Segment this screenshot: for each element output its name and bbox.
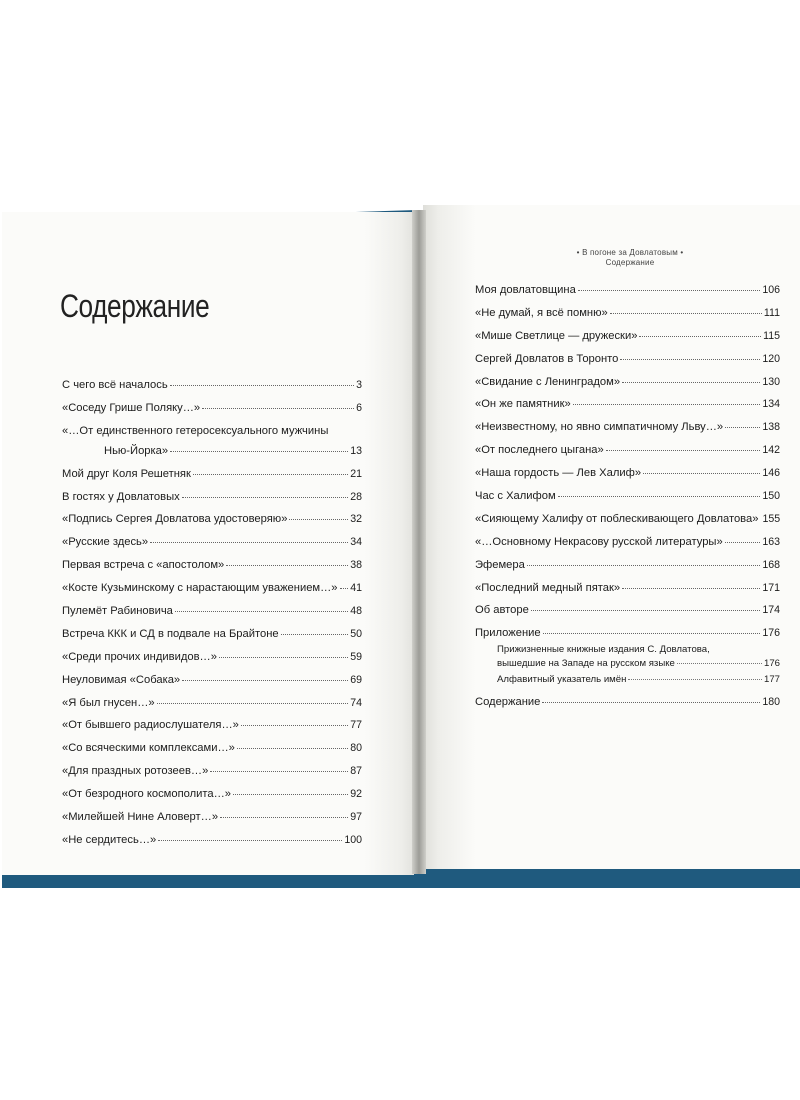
- toc-entry: [475, 582, 780, 605]
- toc-entry: [475, 284, 780, 307]
- toc-leader: [677, 656, 762, 664]
- toc-entry-title: Час с Халифом: [475, 490, 556, 503]
- toc-entry-title: «Русские здесь»: [62, 536, 149, 549]
- toc-entry-page: 69: [350, 673, 362, 686]
- toc-entry-page: 171: [762, 581, 780, 594]
- toc-entry-title: Встреча ККК и СД в подвале на Брайтоне: [62, 627, 279, 640]
- toc-entry-title: Пулемёт Рабиновича: [62, 605, 173, 618]
- toc-entry: [475, 467, 780, 490]
- toc-entry-title: Эфемера: [475, 558, 525, 571]
- toc-entry-title: «От последнего цыгана»: [475, 444, 604, 457]
- toc-entry-page: 48: [350, 605, 362, 618]
- toc-entry-page: 180: [762, 696, 780, 709]
- toc-entry-title: «Косте Кузьминскому с нарастающим уважением…»: [62, 582, 338, 595]
- toc-entry: [475, 307, 780, 330]
- toc-entry-page: 21: [350, 467, 362, 480]
- toc-entry: [62, 765, 362, 788]
- toc-entry: [62, 513, 362, 536]
- toc-entry-title: «От безродного космополита…»: [62, 788, 232, 801]
- toc-entry-title: «Сияющему Халифу от поблескивающего Довлатова»: [475, 512, 759, 525]
- toc-entry-page: 100: [344, 833, 362, 846]
- toc-entry-page: 92: [350, 788, 362, 801]
- toc-entry-page: 59: [350, 650, 362, 663]
- toc-entry-page: 120: [762, 352, 780, 365]
- toc-entry-page: 138: [762, 421, 780, 434]
- toc-entry-page: 34: [350, 536, 362, 549]
- toc-leader: [610, 305, 762, 314]
- toc-subentry: [475, 674, 780, 696]
- toc-leader: [158, 832, 342, 841]
- toc-leader: [340, 580, 349, 589]
- toc-entry: [62, 697, 362, 720]
- toc-leader: [150, 534, 348, 543]
- toc-entry-page: 87: [350, 765, 362, 778]
- toc-entry-title: «Не думай, я всё помню»: [475, 306, 608, 319]
- toc-leader: [210, 763, 348, 772]
- toc-leader: [578, 282, 761, 291]
- toc-entry: [62, 788, 362, 811]
- toc-leader: [542, 694, 760, 703]
- toc-leader: [573, 396, 761, 405]
- toc-entry: [475, 604, 780, 627]
- toc-leader: [543, 625, 761, 634]
- toc-leader: [622, 374, 760, 383]
- toc-entry-page: 130: [762, 375, 780, 388]
- toc-entry: [62, 491, 362, 514]
- toc-subentry-title: Прижизненные книжные издания С. Довлатова,: [497, 644, 710, 656]
- toc-entry: [62, 628, 362, 651]
- toc-entry: [475, 559, 780, 582]
- toc-entry-title: «Наша гордость — Лев Халиф»: [475, 467, 642, 480]
- toc-entry-title: «Подпись Сергея Довлатова удостоверяю»: [62, 513, 288, 526]
- toc-entry: [475, 513, 780, 536]
- toc-entry-title: Первая встреча с «апостолом»: [62, 559, 225, 572]
- toc-entry: [62, 674, 362, 697]
- toc-entry-title: Приложение: [475, 627, 541, 640]
- toc-leader: [226, 557, 348, 566]
- toc-leader: [202, 400, 354, 409]
- toc-entry-page: 80: [350, 742, 362, 755]
- toc-leader: [527, 557, 760, 566]
- toc-subentry-title: Алфавитный указатель имён: [497, 674, 627, 686]
- toc-list-right: [475, 284, 780, 719]
- toc-entry-title: «Для праздных ротозеев…»: [62, 765, 209, 778]
- toc-leader: [170, 443, 348, 452]
- toc-leader: [157, 695, 349, 704]
- toc-entry: [62, 425, 362, 445]
- toc-entry-continued: [62, 445, 362, 468]
- toc-entry-title: «Он же памятник»: [475, 398, 571, 411]
- toc-entry-page: 163: [762, 535, 780, 548]
- toc-entry-title-cont: Нью-Йорка»: [104, 444, 169, 457]
- toc-entry: [62, 536, 362, 559]
- toc-entry: [475, 696, 780, 719]
- toc-entry-title: С чего всё началось: [62, 379, 168, 391]
- toc-leader: [220, 809, 348, 818]
- toc-entry-page: 115: [763, 329, 780, 342]
- toc-entry-page: 150: [762, 490, 780, 503]
- toc-leader: [182, 489, 348, 498]
- toc-entry: [62, 402, 362, 425]
- toc-entry-page: 97: [350, 811, 362, 824]
- toc-entry-title: «Милейшей Нине Аловерт…»: [62, 811, 219, 824]
- toc-entry-page: 74: [350, 696, 362, 709]
- toc-entry: [62, 559, 362, 582]
- running-head: • В погоне за Довлатовым •: [576, 248, 684, 257]
- toc-entry-page: 111: [763, 306, 780, 319]
- toc-entry: [62, 379, 362, 402]
- toc-entry-title: «Мише Светлице — дружески»: [475, 329, 638, 342]
- toc-entry: [62, 834, 362, 857]
- toc-entry-page: 146: [762, 467, 780, 480]
- toc-entry: [62, 651, 362, 674]
- toc-entry-title: «Я был гнусен…»: [62, 696, 155, 709]
- toc-entry-title: «Неизвестному, но явно симпатичному Льву…»: [475, 421, 724, 434]
- toc-entry-page: 32: [350, 513, 362, 526]
- toc-leader: [620, 351, 760, 360]
- toc-leader: [725, 419, 760, 428]
- toc-entry-page: 168: [762, 558, 780, 571]
- toc-entry: [62, 605, 362, 628]
- toc-entry-page: 38: [350, 559, 362, 572]
- toc-entry-title: Об авторе: [475, 604, 529, 617]
- toc-entry-title: В гостях у Довлатовых: [62, 490, 180, 503]
- toc-leader: [175, 603, 348, 612]
- toc-entry-page: 41: [350, 582, 362, 595]
- toc-entry: [475, 627, 780, 644]
- toc-entry-page: 155: [762, 512, 781, 525]
- toc-entry-title: «Соседу Грише Поляку…»: [62, 401, 201, 414]
- toc-entry-page: 174: [762, 604, 780, 617]
- toc-leader: [622, 580, 760, 589]
- toc-leader: [558, 488, 761, 497]
- toc-leader: [237, 740, 348, 749]
- toc-leader: [725, 534, 761, 543]
- toc-entry: [475, 444, 780, 467]
- toc-entry-page: 77: [350, 719, 362, 732]
- toc-leader: [182, 672, 348, 681]
- toc-entry-title: Содержание: [475, 696, 541, 709]
- toc-entry-title: «От бывшего радиослушателя…»: [62, 719, 239, 732]
- toc-entry-title: «…Основному Некрасову русской литературы»: [475, 535, 723, 548]
- toc-entry-page: 176: [762, 627, 780, 640]
- toc-entry-title: Неуловимая «Собака»: [62, 673, 181, 686]
- toc-entry-page: 28: [350, 490, 362, 503]
- toc-entry: [62, 719, 362, 742]
- toc-title: Содержание: [60, 288, 210, 324]
- running-subhead: Содержание: [605, 258, 655, 267]
- toc-entry-page: 106: [762, 284, 780, 296]
- toc-entry: [62, 742, 362, 765]
- toc-entry-title: «Свидание с Ленинградом»: [475, 375, 621, 388]
- toc-entry-page: 142: [762, 444, 780, 457]
- toc-entry-title: «Со всяческими комплексами…»: [62, 742, 235, 755]
- toc-leader: [289, 511, 348, 520]
- toc-subentry-page: 177: [763, 674, 780, 686]
- toc-list-left: [62, 379, 362, 857]
- toc-entry-page: 50: [350, 627, 362, 640]
- toc-leader: [193, 466, 348, 475]
- toc-entry-page: 134: [762, 398, 780, 411]
- toc-entry-title: Мой друг Коля Решетняк: [62, 467, 191, 480]
- toc-leader: [628, 672, 762, 680]
- toc-subentry-page: 176: [763, 658, 780, 670]
- toc-leader: [531, 602, 761, 611]
- toc-entry-title: «Среди прочих индивидов…»: [62, 650, 217, 663]
- toc-entry: [62, 468, 362, 491]
- toc-entry-page: 3: [356, 379, 362, 391]
- toc-subentry-title-cont: вышедшие на Западе на русском языке: [497, 658, 675, 670]
- toc-entry-title: «Не сердитесь…»: [62, 833, 157, 846]
- toc-entry: [475, 330, 780, 353]
- toc-entry-page: 6: [356, 401, 362, 414]
- toc-leader: [241, 717, 348, 726]
- toc-leader: [639, 328, 761, 337]
- toc-entry: [475, 490, 780, 513]
- toc-leader: [606, 442, 761, 451]
- toc-entry: [475, 376, 780, 399]
- toc-entry-title: «Последний медный пятак»: [475, 581, 621, 594]
- toc-entry: [475, 398, 780, 421]
- toc-leader: [643, 465, 760, 474]
- toc-entry: [475, 421, 780, 444]
- toc-entry-title: Моя довлатовщина: [475, 284, 576, 296]
- toc-entry: [475, 536, 780, 559]
- toc-leader: [170, 377, 354, 386]
- toc-entry: [62, 582, 362, 605]
- toc-leader: [233, 786, 348, 795]
- toc-leader: [281, 626, 349, 635]
- toc-entry: [62, 811, 362, 834]
- book-gutter: [412, 210, 426, 874]
- toc-leader: [219, 649, 348, 658]
- toc-entry-title: Сергей Довлатов в Торонто: [475, 352, 619, 365]
- toc-entry-title: «…От единственного гетеросексуального мужчины: [62, 424, 329, 437]
- toc-entry-page: 13: [350, 444, 362, 457]
- toc-entry: [475, 353, 780, 376]
